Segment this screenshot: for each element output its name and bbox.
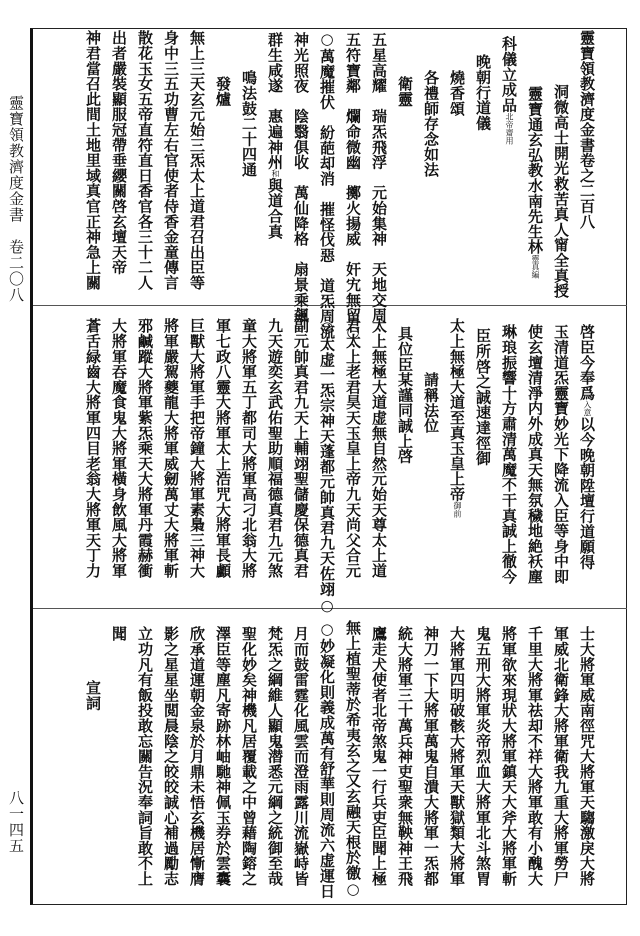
text-column bbox=[133, 30, 157, 290]
text-column bbox=[367, 32, 391, 323]
text-column bbox=[159, 30, 183, 290]
column-text: 以今晚朝陞壇行道願得 bbox=[578, 416, 596, 570]
column-text: 君太上老君昊天玉皇上帝九天尚父合元 bbox=[344, 318, 362, 579]
column-text: 聖化妙矣神機凡居覆載之中曾藉陶鎔之 bbox=[240, 626, 258, 887]
text-column bbox=[393, 76, 417, 107]
column-text: ○萬魔摧伏 紛葩却消 摧怪伐惡 道炁周流 bbox=[318, 30, 336, 339]
column-text: 晚朝行道儀 bbox=[474, 54, 492, 131]
column-text: 童大將軍五丁都司大將軍高刁北翁大將 bbox=[240, 318, 258, 579]
text-column bbox=[289, 32, 313, 323]
text-column bbox=[341, 318, 365, 578]
middle-register bbox=[33, 318, 627, 615]
text-column bbox=[107, 30, 131, 275]
text-column bbox=[549, 626, 573, 886]
column-text: 蒼舌緑齒大將軍四目老翁大將軍天丁力 bbox=[84, 318, 102, 579]
column-text: 發爐 bbox=[214, 76, 232, 107]
annotation-text: 入意 bbox=[583, 400, 592, 417]
column-text: 梵炁之綱維人顯鬼潜悉元綱之統御至哉 bbox=[266, 626, 284, 887]
text-column bbox=[211, 76, 235, 107]
column-text: 太上無極大道虚無自然元始天尊太上道 bbox=[370, 318, 388, 579]
text-column bbox=[497, 324, 521, 584]
column-text: 九天遊奕玄武佑聖助順福德真君九元煞 bbox=[266, 318, 284, 579]
text-column bbox=[315, 620, 339, 898]
text-column bbox=[211, 318, 235, 578]
text-column bbox=[575, 30, 599, 229]
column-text: 統大將軍三十萬兵神吏聖衆無鞅神王飛 bbox=[396, 626, 414, 887]
column-text: ○妙凝化則義成萬有舒華則周流六虚運日 bbox=[318, 620, 336, 899]
text-column bbox=[263, 32, 287, 239]
text-column bbox=[471, 626, 495, 886]
column-text: 科儀立成品 bbox=[500, 36, 518, 113]
text-column bbox=[419, 70, 443, 177]
text-column bbox=[185, 318, 209, 578]
text-column bbox=[549, 84, 573, 298]
text-column bbox=[575, 626, 599, 886]
column-text: 無上植聖蒂於希夷玄之又玄融天根於徼○ bbox=[344, 620, 362, 899]
column-text: 巨獸大將軍手把帝鐘大將軍素梟三神大 bbox=[188, 318, 206, 579]
text-column bbox=[81, 318, 105, 578]
text-column bbox=[107, 626, 131, 641]
text-column bbox=[367, 626, 391, 886]
column-text: 五符寶鄰 爛命微幽 擲火揚威 奸宄無留○ bbox=[344, 32, 362, 341]
text-column bbox=[497, 626, 521, 886]
text-column bbox=[289, 318, 313, 578]
text-column bbox=[237, 70, 261, 177]
text-column bbox=[315, 318, 339, 615]
column-text: 將軍欲來現狀大將軍鎮天大斧大將軍斬 bbox=[500, 626, 518, 887]
column-text: 玉清道炁靈寶妙光下降流入臣等身中即 bbox=[552, 324, 570, 585]
text-column bbox=[445, 318, 469, 518]
column-text: 啓臣今奉爲 bbox=[578, 324, 596, 401]
text-column bbox=[237, 318, 261, 578]
text-column bbox=[263, 626, 287, 886]
text-column bbox=[185, 626, 209, 886]
text-column bbox=[471, 54, 495, 131]
column-text: 鷹走犬使者北帝煞鬼一行兵吏臣聞上極 bbox=[370, 626, 388, 887]
text-column bbox=[107, 318, 131, 578]
column-text: 聞 bbox=[110, 626, 128, 642]
column-text: 立功凡有飯投敢忘關告況奉詞旨敢不上 bbox=[136, 626, 154, 887]
text-column bbox=[289, 626, 313, 886]
text-column bbox=[393, 626, 417, 886]
column-text: 宣詞 bbox=[84, 680, 102, 711]
column-text: 群生咸遂 惠遍神州 bbox=[266, 32, 284, 170]
column-text: 燒香頌 bbox=[448, 70, 466, 116]
column-text: 靈寶通玄弘教水南先生林 bbox=[526, 86, 544, 255]
column-text: 鳴法鼓二十四通 bbox=[240, 70, 258, 178]
text-column bbox=[185, 30, 209, 290]
text-column bbox=[133, 626, 157, 886]
lower-register bbox=[33, 620, 627, 904]
text-column bbox=[237, 626, 261, 886]
text-column bbox=[367, 318, 391, 578]
column-text: 副元帥真君九天上輔翊聖儲慶保德真君 bbox=[292, 318, 310, 579]
text-column bbox=[159, 318, 183, 578]
text-column bbox=[81, 30, 105, 290]
text-column bbox=[263, 318, 287, 578]
column-text: 具位臣某謹同誠上啓 bbox=[396, 326, 414, 464]
column-text: 五星高耀 瑞炁飛浮 元始集神 天地交周 bbox=[370, 32, 388, 323]
column-text: 太上無極大道至真玉皇上帝 bbox=[448, 318, 466, 502]
column-text: 軍七政八靈大將軍太上浩咒大將軍長顱 bbox=[214, 318, 232, 579]
column-text: 千里大將軍祛却不祥大將軍敢有小醜大 bbox=[526, 626, 544, 887]
column-text: 月而鼓雷霆化風雲而澄雨露川流嶽峙皆 bbox=[292, 626, 310, 887]
annotation-text: 和 bbox=[271, 169, 280, 178]
column-text: 軍威北衛鋒大將軍衛我九重大將軍勞尸 bbox=[552, 626, 570, 887]
upper-register bbox=[33, 30, 627, 341]
column-text: 影之星星坐閲晨陰之皎皎誠心補過勵志 bbox=[162, 626, 180, 887]
column-text: 身中三五功曹左右官使者侍香金童傳言 bbox=[162, 30, 180, 291]
column-text: 使玄壇清淨内外成真天無氛穢地絶袄塵 bbox=[526, 324, 544, 585]
text-column bbox=[523, 86, 547, 278]
annotation-text: 北帝齋用 bbox=[505, 112, 514, 145]
column-text: 邪鹹蹤大將軍紫炁乘天大將軍丹霞赫衝 bbox=[136, 318, 154, 579]
column-text: 出者嚴裝顯服冠帶垂纓關啓玄壇天帝 bbox=[110, 30, 128, 275]
page-number: 八一四五 bbox=[7, 790, 25, 854]
column-text: 衛靈 bbox=[396, 76, 414, 107]
column-text: 琳琅振響十方肅清萬魔不干真誠上徹今 bbox=[500, 324, 518, 585]
column-text: 神君當召此間土地里域真官正神急上關 bbox=[84, 30, 102, 291]
annotation-text: 靈真編 bbox=[531, 254, 540, 279]
column-text: 無上三天玄元始三炁太上道君召出臣等 bbox=[188, 30, 206, 291]
text-column bbox=[133, 318, 157, 578]
column-text: 鬼五刑大將軍炎帝烈血大將軍北斗煞胃 bbox=[474, 626, 492, 887]
text-column bbox=[445, 626, 469, 886]
column-text: 請稱法位 bbox=[422, 372, 440, 434]
book-title: 靈寶領教濟度金書 bbox=[7, 95, 25, 223]
text-column bbox=[419, 626, 443, 886]
column-text: ○太虚一炁宗神天蓬都元帥真君九天佐翊○ bbox=[318, 318, 336, 615]
text-column bbox=[315, 30, 339, 339]
text-column bbox=[341, 32, 365, 341]
text-column bbox=[211, 626, 235, 886]
text-column bbox=[159, 626, 183, 886]
column-text: 神光照夜 陰翳俱收 萬仙降格 扇景乘飆 bbox=[292, 32, 310, 323]
column-text: 士大將軍威南徑咒大將軍天騶激戾大將 bbox=[578, 626, 596, 887]
text-column bbox=[393, 326, 417, 464]
annotation-text: 御前 bbox=[453, 501, 462, 518]
column-text: 洞微高士開光救苦真人甯全真授 bbox=[552, 84, 570, 299]
text-column bbox=[523, 324, 547, 584]
column-text: 散花玉女五帝直符直日香官各三十二人 bbox=[136, 30, 154, 291]
column-text: 澤臣等塵凡寄跡林岫馳神佩玉券於雲囊 bbox=[214, 626, 232, 887]
column-text: 臣所啓之誠速達徑御 bbox=[474, 328, 492, 466]
column-text: 大將軍吞魔食鬼大將軍橫身飲風大將軍 bbox=[110, 318, 128, 579]
margin-title bbox=[4, 95, 28, 303]
text-column bbox=[471, 328, 495, 466]
text-column bbox=[497, 36, 521, 145]
text-column bbox=[341, 620, 365, 898]
text-column bbox=[419, 372, 443, 433]
text-column bbox=[575, 324, 599, 570]
column-text: 神刀一下大將軍萬鬼自潰大將軍一炁都 bbox=[422, 626, 440, 887]
text-column bbox=[549, 324, 573, 584]
text-column bbox=[81, 680, 105, 711]
column-text: 欣承道運朝金泉於月鼎未悟玄機居慚膺 bbox=[188, 626, 206, 887]
column-text: 將軍嚴駕夔龍大將軍威劒萬丈大將軍斬 bbox=[162, 318, 180, 579]
text-column bbox=[523, 626, 547, 886]
column-text: 靈寶領教濟度金書卷之二百八 bbox=[578, 30, 596, 229]
column-text: 各禮師存念如法 bbox=[422, 70, 440, 178]
text-column bbox=[445, 70, 469, 116]
volume-label: 卷二〇八 bbox=[7, 239, 25, 303]
column-text: 與道合真 bbox=[266, 177, 284, 239]
column-text: 大將軍四明破骸大將軍天獸獄類大將軍 bbox=[448, 626, 466, 887]
